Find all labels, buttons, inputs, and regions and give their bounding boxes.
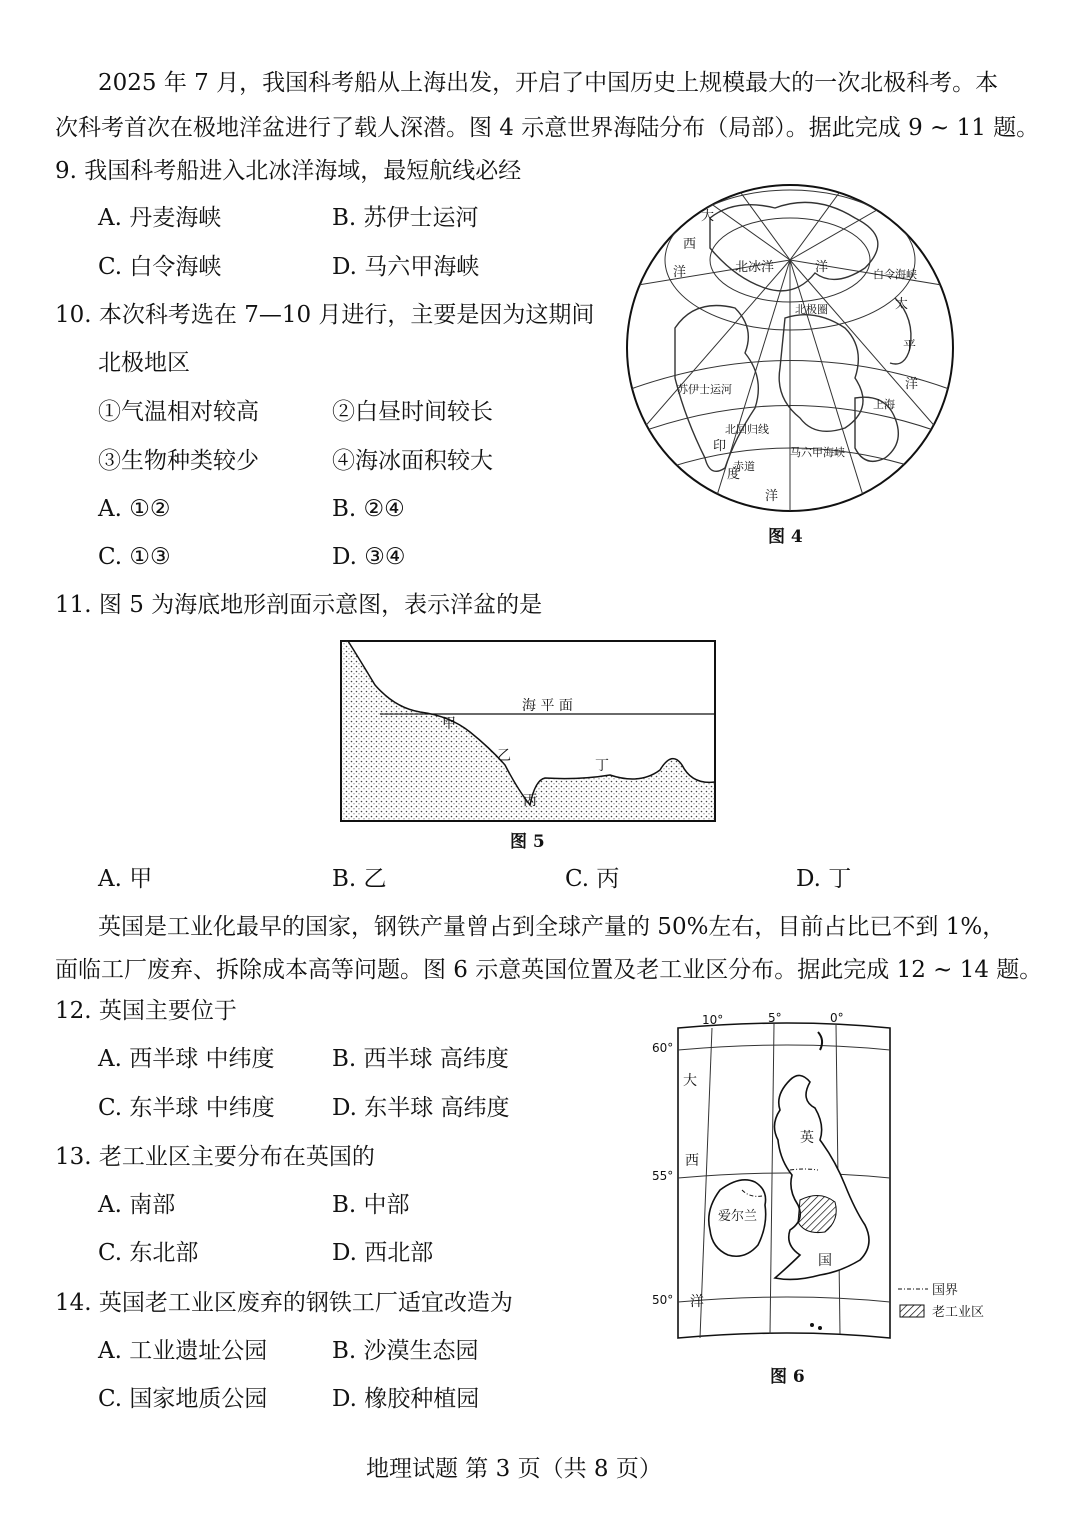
fig6-lon-0: 0° bbox=[830, 1011, 844, 1025]
fig6-legend-old-industrial: 老工业区 bbox=[932, 1305, 985, 1320]
fig6-lon-10: 10° bbox=[702, 1013, 724, 1027]
fig4-label-malacca-strait: 马六甲海峡 bbox=[790, 446, 845, 459]
fig4-label-arctic-circle: 北极圈 bbox=[795, 303, 828, 316]
question-10-stem-line-1: 10. 本次科考选在 7—10 月进行，主要是因为这期间 bbox=[55, 302, 595, 328]
fig6-lon-5: 5° bbox=[768, 1011, 782, 1025]
q9-option-b: B. 苏伊士运河 bbox=[332, 205, 479, 231]
q10-statement-4: ④海冰面积较大 bbox=[332, 448, 493, 474]
q11-option-c: C. 丙 bbox=[565, 866, 620, 892]
fig6-label-ying: 英 bbox=[800, 1130, 814, 1146]
q13-option-c: C. 东北部 bbox=[98, 1240, 199, 1266]
fig4-label-yang-atlantic: 洋 bbox=[673, 265, 687, 280]
intro-paragraph-2-line-2: 面临工厂废弃、拆除成本高等问题。图 6 示意英国位置及老工业区分布。据此完成 12 ~ 14 题。 bbox=[55, 957, 1043, 983]
q14-option-c: C. 国家地质公园 bbox=[98, 1386, 268, 1412]
question-13-stem: 13. 老工业区主要分布在英国的 bbox=[55, 1144, 375, 1170]
fig6-lat-50: 50° bbox=[652, 1293, 674, 1307]
q13-option-d: D. 西北部 bbox=[332, 1240, 434, 1266]
intro-paragraph-2-line-1: 英国是工业化最早的国家，钢铁产量曾占到全球产量的 50%左右，目前占比已不到 1%， bbox=[98, 914, 1006, 940]
figure-4-caption: 图 4 bbox=[768, 527, 803, 547]
intro-paragraph-1-line-1: 2025 年 7 月，我国科考船从上海出发，开启了中国历史上规模最大的一次北极科考。本 bbox=[98, 70, 999, 96]
fig4-label-da: 大 bbox=[701, 209, 715, 224]
fig6-label-guo: 国 bbox=[818, 1253, 832, 1269]
q12-option-d: D. 东半球 高纬度 bbox=[332, 1095, 510, 1121]
fig6-legend-border: 国界 bbox=[932, 1283, 959, 1298]
figure-4-globe bbox=[615, 178, 965, 518]
q12-option-b: B. 西半球 高纬度 bbox=[332, 1046, 509, 1072]
fig6-label-da: 大 bbox=[683, 1073, 697, 1089]
legend-industrial-symbol bbox=[900, 1305, 924, 1317]
q12-option-a: A. 西半球 中纬度 bbox=[98, 1046, 275, 1072]
fig6-label-xi: 西 bbox=[685, 1153, 699, 1169]
question-11-stem: 11. 图 5 为海底地形剖面示意图，表示洋盆的是 bbox=[55, 592, 543, 618]
q10-option-b: B. ②④ bbox=[332, 496, 405, 522]
figure-6-uk-map bbox=[650, 1010, 995, 1350]
fig5-label-jia: 甲 bbox=[442, 716, 456, 732]
fig4-label-yang-arctic: 洋 bbox=[815, 260, 829, 275]
fig4-label-du: 度 bbox=[727, 467, 741, 482]
fig4-label-yin: 印 bbox=[713, 439, 727, 454]
q10-option-a: A. ①② bbox=[98, 496, 171, 522]
q11-option-d: D. 丁 bbox=[796, 866, 852, 892]
question-14-stem: 14. 英国老工业区废弃的钢铁工厂适宜改造为 bbox=[55, 1290, 513, 1316]
fig5-label-yi: 乙 bbox=[497, 748, 511, 764]
question-10-stem-line-2: 北极地区 bbox=[98, 350, 190, 376]
fig5-label-bing: 丙 bbox=[523, 793, 537, 809]
q10-statement-3: ③生物种类较少 bbox=[98, 448, 259, 474]
q10-option-c: C. ①③ bbox=[98, 544, 171, 570]
q12-option-c: C. 东半球 中纬度 bbox=[98, 1095, 275, 1121]
q14-option-d: D. 橡胶种植园 bbox=[332, 1386, 480, 1412]
fig4-label-yang-pacific: 洋 bbox=[905, 377, 919, 392]
fig4-label-shanghai: 上海 bbox=[873, 398, 895, 411]
fig4-label-ping: 平 bbox=[903, 339, 917, 354]
q14-option-a: A. 工业遗址公园 bbox=[98, 1338, 268, 1364]
q9-option-c: C. 白令海峡 bbox=[98, 254, 222, 280]
q10-statement-2: ②白昼时间较长 bbox=[332, 399, 493, 425]
q13-option-a: A. 南部 bbox=[98, 1192, 176, 1218]
fig4-label-bering-strait: 白令海峡 bbox=[873, 268, 917, 281]
fig5-label-ding: 丁 bbox=[595, 758, 609, 774]
figure-5-caption: 图 5 bbox=[510, 832, 545, 852]
fig6-label-yang: 洋 bbox=[690, 1294, 704, 1310]
q14-option-b: B. 沙漠生态园 bbox=[332, 1338, 479, 1364]
fig4-label-yang-indian: 洋 bbox=[765, 489, 779, 504]
q9-option-a: A. 丹麦海峡 bbox=[98, 205, 222, 231]
page-footer: 地理试题 第 3 页（共 8 页） bbox=[366, 1456, 662, 1482]
intro-paragraph-1-line-2: 次科考首次在极地洋盆进行了载人深潜。图 4 示意世界海陆分布（局部）。据此完成 9 ~ 11 题。 bbox=[55, 115, 1040, 141]
fig6-label-ireland: 爱尔兰 bbox=[718, 1209, 758, 1224]
fig4-label-suez-canal: 苏伊士运河 bbox=[677, 383, 732, 396]
q9-option-d: D. 马六甲海峡 bbox=[332, 254, 480, 280]
q11-option-b: B. 乙 bbox=[332, 866, 387, 892]
fig6-lat-60: 60° bbox=[652, 1041, 674, 1055]
fig4-label-equator: 赤道 bbox=[733, 460, 755, 473]
q10-statement-1: ①气温相对较高 bbox=[98, 399, 259, 425]
q11-option-a: A. 甲 bbox=[98, 866, 153, 892]
fig4-label-arctic-ocean: 北冰洋 bbox=[735, 260, 775, 275]
question-9-stem: 9. 我国科考船进入北冰洋海域，最短航线必经 bbox=[55, 158, 522, 184]
fig6-lat-55: 55° bbox=[652, 1169, 674, 1183]
fig5-sea-level-label: 海 平 面 bbox=[522, 698, 573, 714]
q13-option-b: B. 中部 bbox=[332, 1192, 410, 1218]
question-12-stem: 12. 英国主要位于 bbox=[55, 998, 237, 1024]
fig4-label-xi: 西 bbox=[683, 237, 697, 252]
fig4-label-tropic-of-cancer: 北回归线 bbox=[725, 423, 769, 436]
figure-6-caption: 图 6 bbox=[770, 1367, 805, 1387]
q10-option-d: D. ③④ bbox=[332, 544, 406, 570]
fig4-label-tai: 太 bbox=[895, 297, 909, 312]
figure-5-seafloor-profile bbox=[340, 640, 716, 822]
